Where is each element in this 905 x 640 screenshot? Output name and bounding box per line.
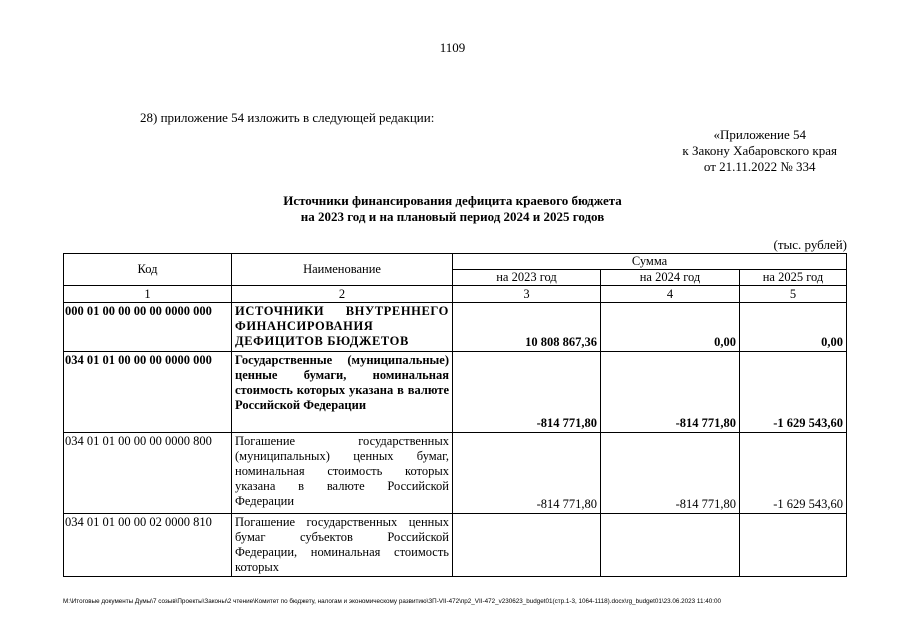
row-amount-2024: 0,00 [601,303,740,352]
row-code: 034 01 01 00 00 00 0000 800 [64,433,232,514]
appendix-line-3: от 21.11.2022 № 334 [703,159,816,174]
header-year-2023: на 2023 год [453,270,601,286]
column-number: 5 [740,286,847,303]
appendix-line-1: «Приложение 54 [713,127,806,142]
row-amount-2025: 0,00 [740,303,847,352]
row-amount-2025: -1 629 543,60 [740,433,847,514]
row-name: Государственные (муниципальные) ценные бумаги, номинальная стоимость которых указана в валюте Российской Федерации [232,352,453,433]
document-title [0,193,905,225]
row-amount-2025 [740,514,847,577]
header-sum: Сумма [453,254,847,270]
row-name: Погашение государственных ценных бумаг субъектов Российской Федерации, номинальная стоимость которых [232,514,453,577]
row-name: ИСТОЧНИКИ ВНУТРЕННЕГО ФИНАНСИРОВАНИЯ ДЕФИЦИТОВ БЮДЖЕТОВ [232,303,453,352]
column-number: 2 [232,286,453,303]
header-name: Наименование [232,254,453,286]
document-title-line-2: на 2023 год и на плановый период 2024 и 2025 годов [300,209,605,224]
row-amount-2023 [453,514,601,577]
appendix-line-2: к Закону Хабаровского края [682,143,837,158]
row-amount-2023: -814 771,80 [453,352,601,433]
intro-text: 28) приложение 54 изложить в следующей редакции: [140,110,435,125]
page-number: 1109 [439,40,466,55]
table-row [64,514,847,577]
document-title-line-1: Источники финансирования дефицита краевого бюджета [283,193,622,208]
units-label: (тыс. рублей) [773,237,847,252]
row-code: 000 01 00 00 00 00 0000 000 [64,303,232,352]
budget-sources-table [63,253,847,577]
row-amount-2024 [601,514,740,577]
row-amount-2025: -1 629 543,60 [740,352,847,433]
header-code: Код [64,254,232,286]
header-year-2025: на 2025 год [740,270,847,286]
row-amount-2023: -814 771,80 [453,433,601,514]
table-row [64,352,847,433]
column-number: 4 [601,286,740,303]
file-path-footer: M:\Итоговые документы Думы\7 созыв\Проекты\Законы\2 чтение\Комитет по бюджету, налогам и экономическому развитию\ЗП-VII-472\пр2_VII-472_v230623_budget01(стр.1-3, 1064-1118).docx\rg_budget01\23.06.2023 11:40:00 [63,598,721,605]
row-amount-2023: 10 808 867,36 [453,303,601,352]
column-number: 3 [453,286,601,303]
column-number: 1 [64,286,232,303]
table-row [64,303,847,352]
column-number-row [64,286,847,303]
appendix-reference [682,127,837,175]
row-code: 034 01 01 00 00 00 0000 000 [64,352,232,433]
table-row [64,433,847,514]
row-name: Погашение государственных (муниципальных) ценных бумаг, номинальная стоимость которых указана в валюте Российской Федерации [232,433,453,514]
row-code: 034 01 01 00 00 02 0000 810 [64,514,232,577]
row-amount-2024: -814 771,80 [601,352,740,433]
header-year-2024: на 2024 год [601,270,740,286]
row-amount-2024: -814 771,80 [601,433,740,514]
